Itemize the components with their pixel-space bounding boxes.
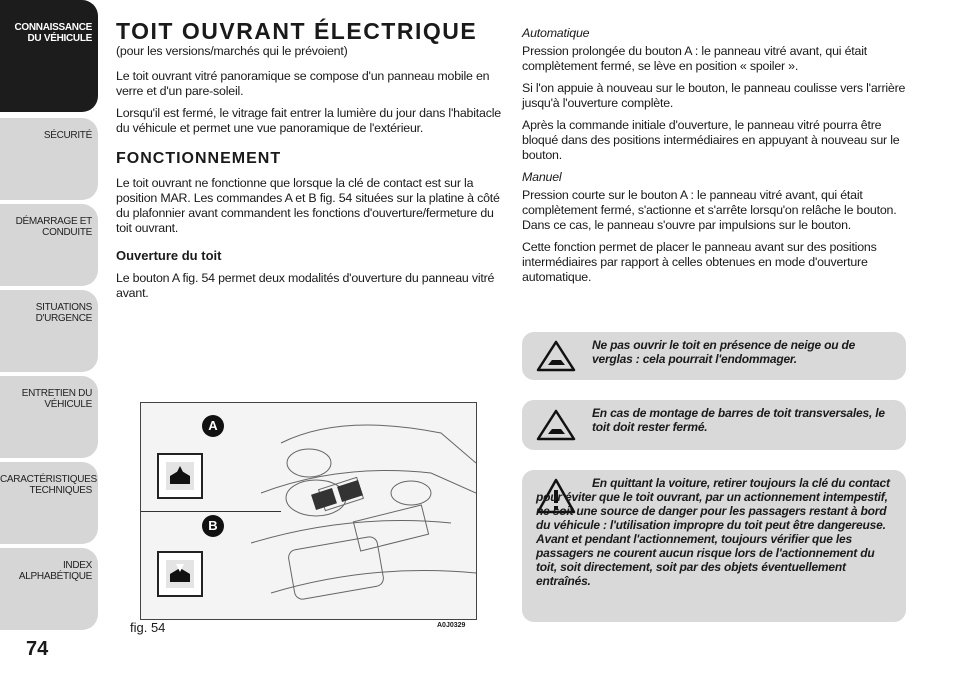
roof-open-icon [166, 462, 194, 490]
right-column [522, 26, 912, 292]
paragraph: Le bouton A fig. 54 permet deux modalités d'ouverture du panneau vitré avant. [116, 271, 495, 300]
tab-entretien-vehicule[interactable]: ENTRETIEN DU VÉHICULE [0, 376, 98, 458]
paragraph: Le toit ouvrant vitré panoramique se compose d'un panneau mobile en verre et d'un pare-soleil. [116, 69, 490, 98]
chapter-sidebar [0, 0, 100, 640]
button-b-illustration [157, 551, 203, 597]
badge-b: B [202, 515, 224, 537]
warning-text: En quittant la voiture, retirer toujours la clé du contact pour éviter que le toit ouvrant, par un actionnement intempestif, ne soit une source de danger pour les passagers restant à bord du véhicule : l'utilisation impropre du toit peut être dangereuse. Avant et pendant l'actionnement, toujours vérifier que les passagers ne courent aucun risque lors de l'actionnement du toit, soit directement, soit par des objets éventuellement entraînés. [536, 476, 890, 588]
badge-a: A [202, 415, 224, 437]
section-heading: FONCTIONNEMENT [116, 150, 282, 167]
figure-caption: fig. 54 [130, 620, 166, 635]
car-warning-icon [536, 340, 576, 375]
roof-close-icon [166, 560, 194, 588]
figure-code: A0J0329 [437, 622, 466, 629]
warning-text: En cas de montage de barres de toit transversales, le toit doit rester fermé. [592, 406, 885, 434]
tab-connaissance-vehicule[interactable]: CONNAISSANCE DU VÉHICULE [0, 0, 98, 112]
button-a-illustration [157, 453, 203, 499]
paragraph: Si l'on appuie à nouveau sur le bouton, le panneau coulisse vers l'arrière jusqu'à l'ouverture complète. [522, 81, 906, 110]
car-warning-icon [536, 409, 576, 444]
figure-divider [141, 511, 281, 512]
subsection-heading: Ouverture du toit [116, 248, 222, 263]
warning-box-snow [522, 332, 906, 380]
paragraph: Pression prolongée du bouton A : le panneau vitré avant, qui était complètement fermé, se lève en position « spoiler ». [522, 44, 868, 73]
mode-label-automatique: Automatique [522, 26, 590, 40]
left-column [116, 18, 501, 308]
warning-text: Ne pas ouvrir le toit en présence de neige ou de verglas : cela pourrait l'endommager. [592, 338, 856, 366]
page-title: TOIT OUVRANT ÉLECTRIQUE [116, 18, 478, 44]
tab-index-alphabetique[interactable]: INDEX ALPHABÉTIQUE [0, 548, 98, 630]
paragraph: Le toit ouvrant ne fonctionne que lorsque la clé de contact est sur la position MAR. Les commandes A et B fig. 54 situées sur la platine à côté du plafonnier avant commandent les fonctions d'ouverture/fermeture du toit ouvrant. [116, 176, 500, 235]
page-number: 74 [26, 638, 49, 660]
warning-box-danger [522, 470, 906, 622]
roof-controls-figure [140, 402, 477, 620]
mode-label-manuel: Manuel [522, 170, 562, 184]
tab-situations-urgence[interactable]: SITUATIONS D'URGENCE [0, 290, 98, 372]
paragraph: Pression courte sur le bouton A : le panneau vitré avant, qui était complètement fermé, s'actionne et s'arrête lorsqu'on relâche le bouton. Dans ce cas, le panneau s'ouvre par impulsions sur le bouton. [522, 188, 897, 232]
warning-box-roof-bars [522, 400, 906, 450]
paragraph: Après la commande initiale d'ouverture, le panneau vitré pourra être bloqué dans des positions intermédiaires en appuyant à nouveau sur le bouton. [522, 118, 900, 162]
subtitle: (pour les versions/marchés qui le prévoient) [116, 44, 348, 58]
tab-securite[interactable]: SÉCURITÉ [0, 118, 98, 200]
tab-caracteristiques-techniques[interactable]: CARACTÉRISTIQUES TECHNIQUES [0, 462, 98, 544]
tab-demarrage-conduite[interactable]: DÉMARRAGE ET CONDUITE [0, 204, 98, 286]
paragraph: Cette fonction permet de placer le panneau avant sur des positions intermédiaires par rapport à celles obtenues en mode d'ouverture automatique. [522, 240, 877, 284]
paragraph: Lorsqu'il est fermé, le vitrage fait entrer la lumière du jour dans l'habitacle du véhicule et permet une vue panoramique de l'extérieur. [116, 106, 501, 135]
